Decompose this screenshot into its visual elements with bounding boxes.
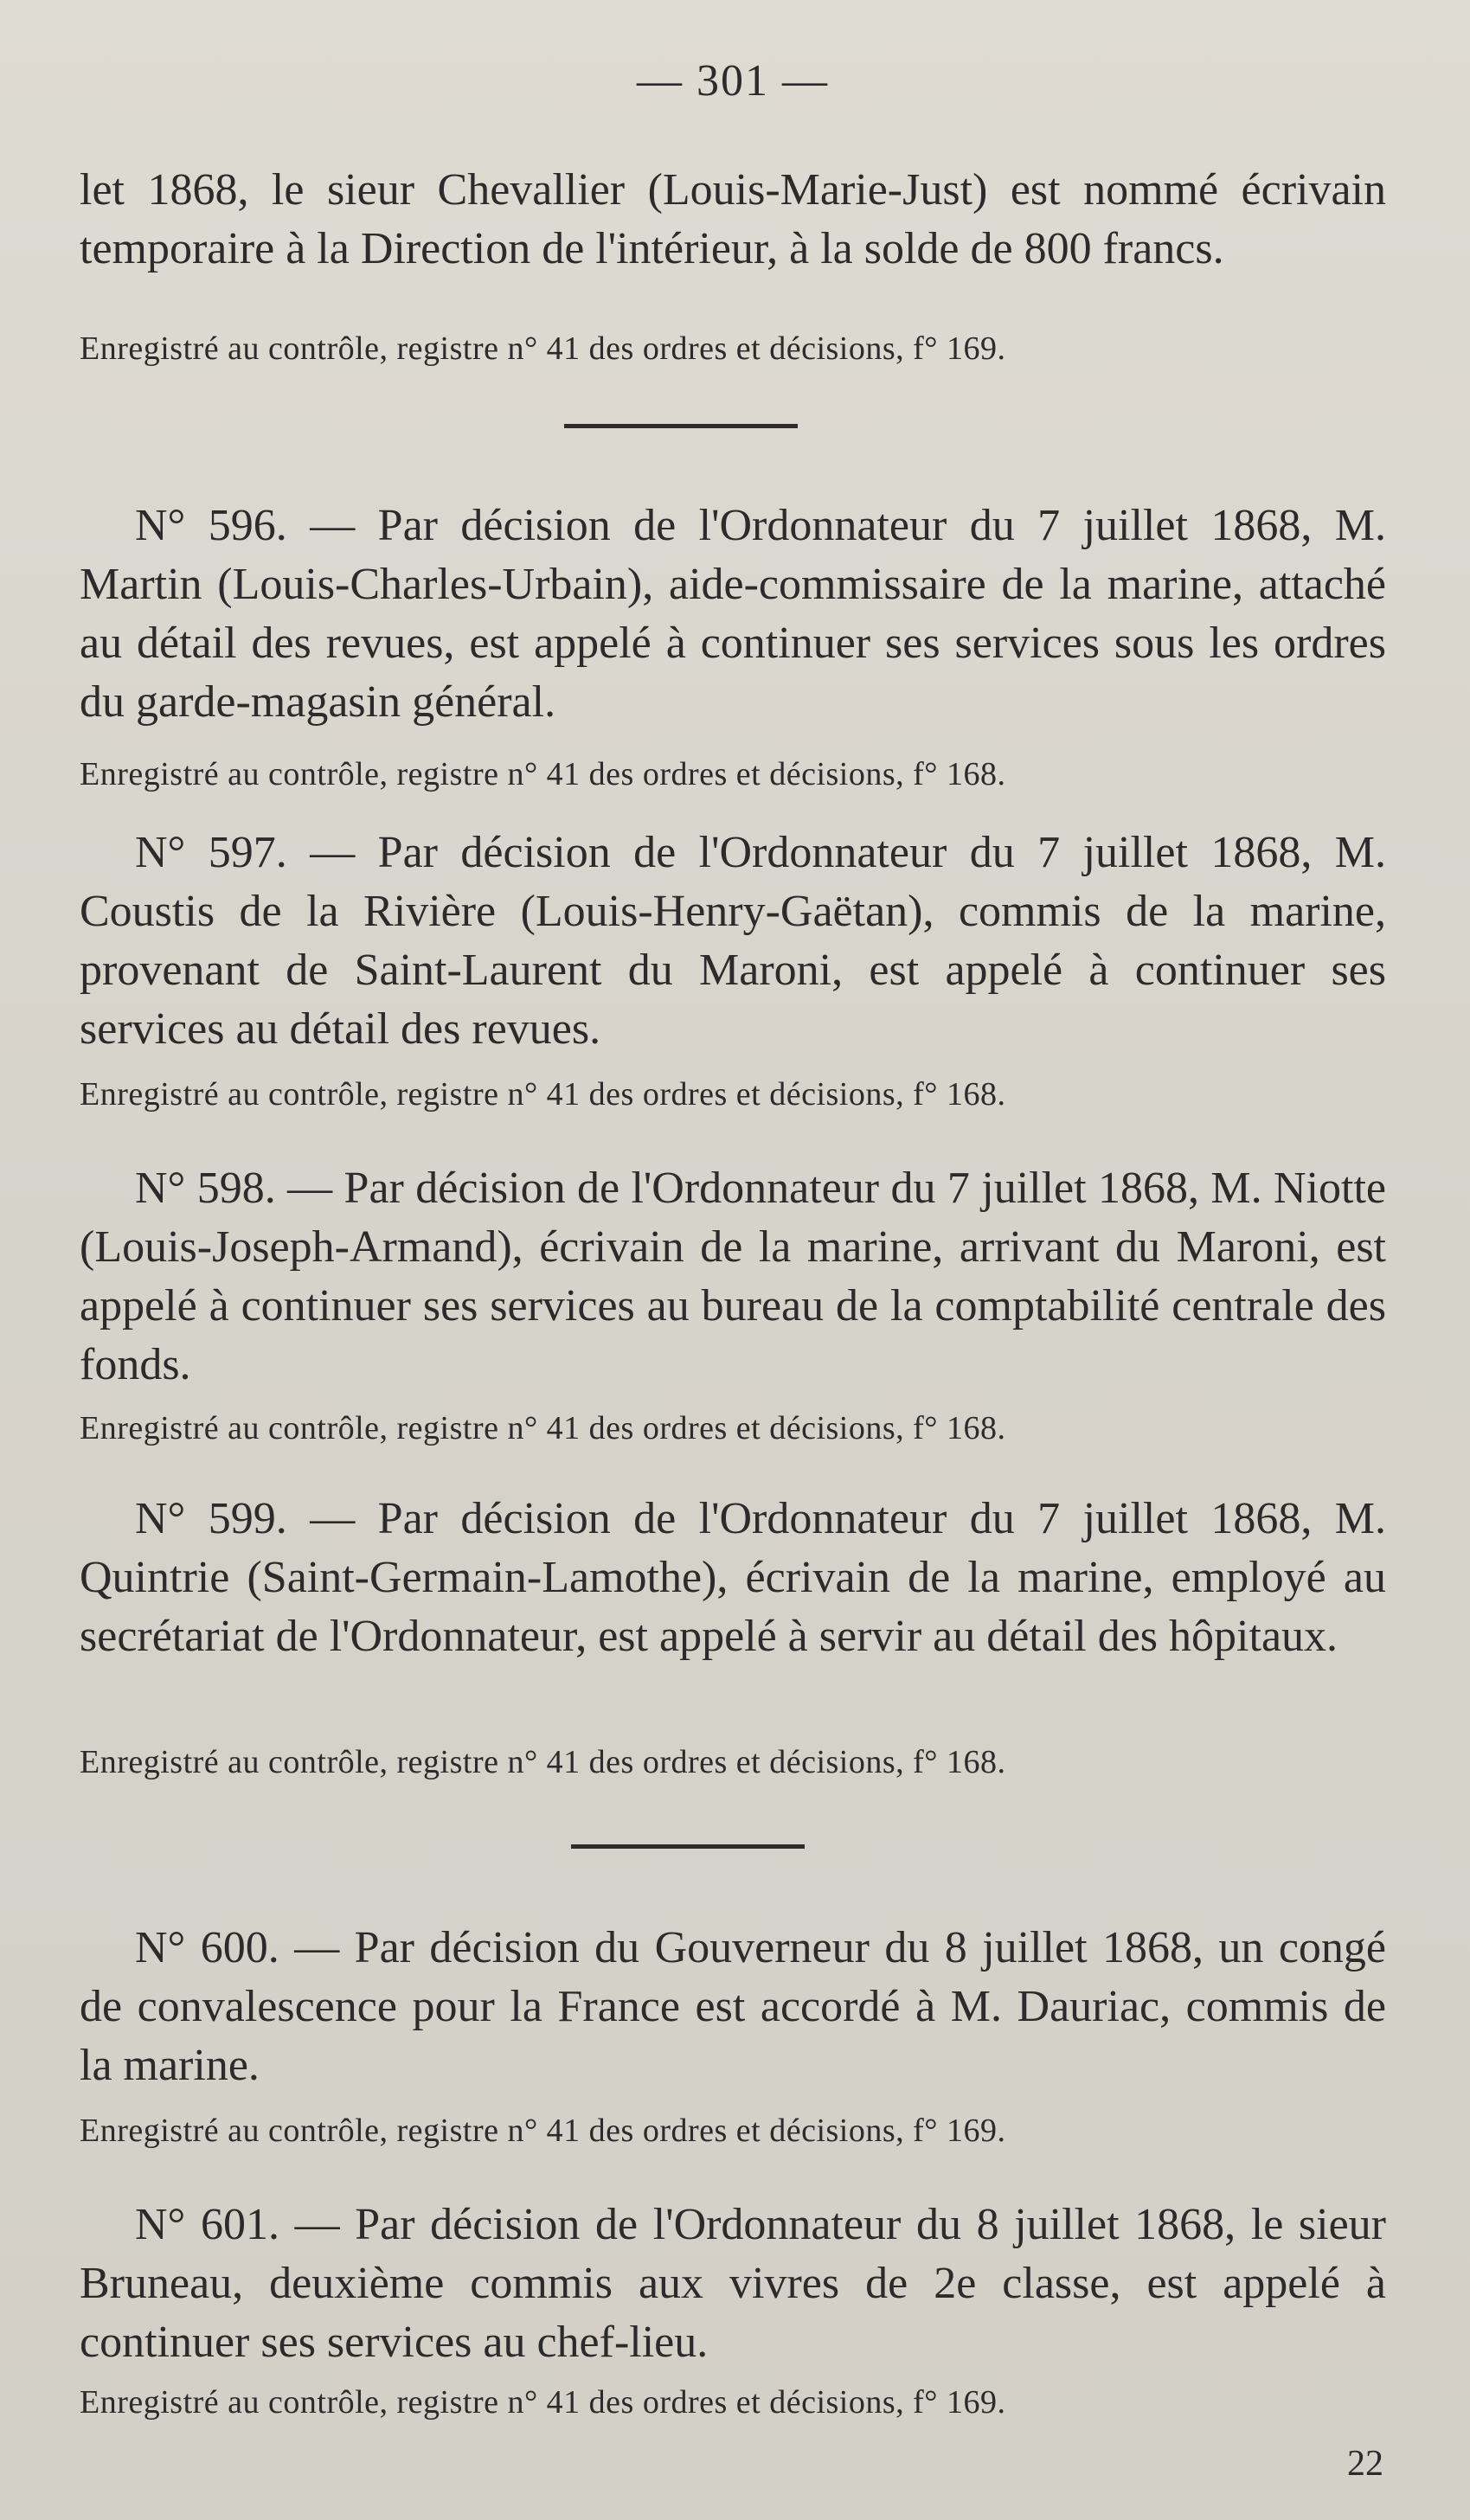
section-divider <box>564 424 798 428</box>
entry-598-register <box>80 1407 1386 1450</box>
entry-597-register <box>80 1073 1386 1116</box>
entry-text: N° 598. — Par décision de l'Ordonnateur du 7 juillet 1868, M. Niotte (Louis-Joseph-Armand), écrivain de la marine, arrivant du Maroni, est appelé à continuer ses services au bureau de la comptabilité centrale des fonds. <box>80 1164 1386 1389</box>
entry-text: N° 601. — Par décision de l'Ordonnateur du 8 juillet 1868, le sieur Bruneau, deuxième commis aux vivres de 2e classe, est appelé à continuer ses services au chef-lieu. <box>80 2200 1386 2367</box>
section-divider <box>571 1844 805 1849</box>
register-note: Enregistré au contrôle, registre n° 41 des ordres et décisions, f° 168. <box>80 1744 1006 1780</box>
continuation-register <box>80 327 1386 370</box>
entry-598 <box>80 1159 1386 1395</box>
entry-text: N° 599. — Par décision de l'Ordonnateur du 7 juillet 1868, M. Quintrie (Saint-Germain-Lamothe), écrivain de la marine, employé au secrétariat de l'Ordonnateur, est appelé à servir au détail des hôpitaux. <box>80 1494 1386 1661</box>
entry-596 <box>80 497 1386 732</box>
entry-601 <box>80 2196 1386 2372</box>
entry-text: N° 600. — Par décision du Gouverneur du 8 juillet 1868, un congé de convalescence pour la France est accordé à M. Dauriac, commis de la marine. <box>80 1923 1386 2090</box>
register-note: Enregistré au contrôle, registre n° 41 des ordres et décisions, f° 169. <box>80 2113 1006 2149</box>
register-note: Enregistré au contrôle, registre n° 41 des ordres et décisions, f° 169. <box>80 2384 1006 2421</box>
entry-597 <box>80 824 1386 1059</box>
entry-600-register <box>80 2109 1386 2152</box>
continuation-text: let 1868, le sieur Chevallier (Louis-Marie-Just) est nommé écrivain temporaire à la Direction de l'intérieur, à la solde de 800 francs. <box>80 165 1386 273</box>
entry-600 <box>80 1919 1386 2095</box>
register-note: Enregistré au contrôle, registre n° 41 des ordres et décisions, f° 169. <box>80 330 1006 367</box>
entry-text: N° 597. — Par décision de l'Ordonnateur du 7 juillet 1868, M. Coustis de la Rivière (Louis-Henry-Gaëtan), commis de la marine, provenant de Saint-Laurent du Maroni, est appelé à continuer ses services au détail des revues. <box>80 828 1386 1054</box>
register-note: Enregistré au contrôle, registre n° 41 des ordres et décisions, f° 168. <box>80 1076 1006 1113</box>
entry-601-register <box>80 2381 1386 2424</box>
entry-text: N° 596. — Par décision de l'Ordonnateur du 7 juillet 1868, M. Martin (Louis-Charles-Urbain), aide-commissaire de la marine, attaché au détail des revues, est appelé à continuer ses services sous les ordres du garde-magasin général. <box>80 501 1386 727</box>
entry-596-register <box>80 753 1386 796</box>
continuation-paragraph <box>80 161 1386 279</box>
register-note: Enregistré au contrôle, registre n° 41 des ordres et décisions, f° 168. <box>80 756 1006 792</box>
signature-mark: 22 <box>1347 2444 1383 2484</box>
entry-599 <box>80 1490 1386 1666</box>
page-number: — 301 — <box>637 56 829 106</box>
entry-599-register <box>80 1741 1386 1784</box>
register-note: Enregistré au contrôle, registre n° 41 des ordres et décisions, f° 168. <box>80 1410 1006 1446</box>
